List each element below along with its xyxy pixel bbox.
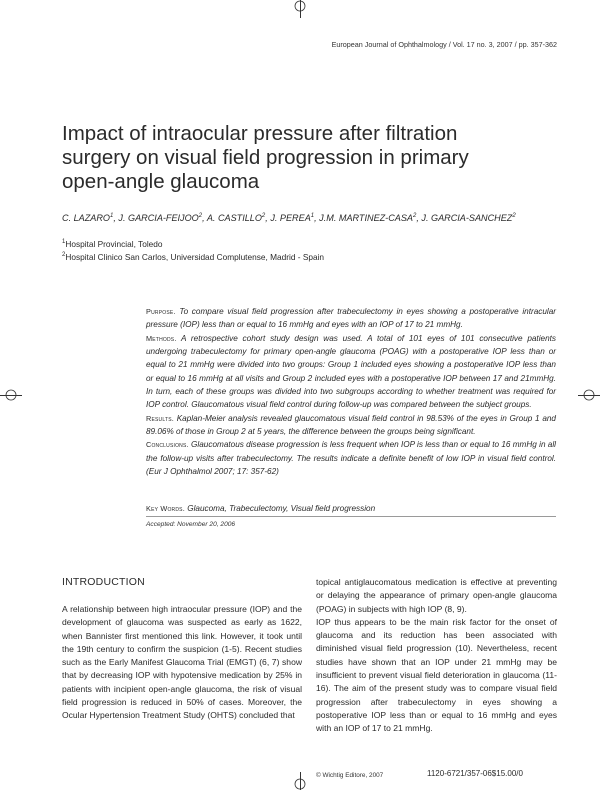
abstract-results	[146, 412, 556, 439]
results-text: Kaplan-Meier analysis revealed glaucomatous visual field control in 98.53% of the eyes in Group 1 and 89.06% of those in Group 2 at 5 years, the difference between the groups being significant.	[146, 413, 556, 437]
key-words	[146, 504, 375, 513]
author	[62, 213, 113, 223]
author	[207, 213, 265, 223]
body-right-paragraph-2: IOP thus appears to be the main risk factor for the onset of glaucoma and its reduction has been associated with diminished visual field progression (10). Nevertheless, recent studies have shown that an IOP under 21 mmHg may be insufficient to prevent visual field deterioration in glaucoma (11-16). The aim of the present study was to compare visual field progression after trabeculectomy in eyes showing a postoperative IOP less than or equal to 16 mmHg and eyes with an IOP of 17 to 21 mmHg.	[316, 616, 557, 734]
registration-mark-left-icon	[2, 386, 20, 404]
author-separator: ,	[113, 213, 119, 224]
body-left-column: A relationship between high intraocular pressure (IOP) and the development of glaucoma was suspected as early as 1622, when Bannister first mentioned this link. However, it took until the 19th century to confirm the suspicion (1-5). Recent studies such as the Early Manifest Glaucoma Trial (EMGT) (6, 7) show that by decreasing IOP with hypotensive medication by 25% in patients with incipient open-angle glaucoma, the risk of visual field progression is reduced in 50% of cases. Moreover, the Ocular Hypertension Treatment Study (OHTS) concluded that	[62, 604, 302, 721]
author-name: C. LAZARO	[62, 213, 111, 224]
title-line-3: open-angle glaucoma	[62, 170, 260, 193]
author-name: J. PEREA	[270, 213, 311, 224]
affiliation-1-marker: 1	[62, 239, 66, 246]
author	[118, 213, 202, 223]
author	[270, 213, 314, 223]
author-separator: ,	[265, 213, 271, 224]
article-title	[62, 122, 562, 194]
author-affiliation-marker: 1	[110, 213, 114, 219]
purpose-text: To compare visual field progression after trabeculectomy in eyes showing a postoperative intracular pressure (IOP) less than or equal to 16 mmHg and eyes with an IOP of 17 to 21 mmHg.	[146, 307, 556, 330]
key-words-text: Glaucoma, Trabeculectomy, Visual field progression	[184, 504, 376, 513]
body-right-column	[316, 576, 557, 736]
affiliation-2-marker: 2	[62, 252, 66, 259]
article-code: 1120-6721/357-06$15.00/0	[427, 769, 523, 778]
author-name: A. CASTILLO	[206, 213, 262, 224]
author	[421, 213, 515, 223]
registration-mark-bottom-icon	[291, 774, 309, 790]
author-name: J. GARCIA-SANCHEZ	[421, 213, 513, 224]
author-affiliation-marker: 2	[198, 213, 203, 219]
purpose-label: Purpose.	[146, 307, 176, 316]
methods-label: Methods.	[146, 333, 177, 343]
abstract	[146, 305, 556, 478]
abstract-purpose	[146, 305, 556, 332]
title-line-1: Impact of intraocular pressure after filtration	[62, 122, 458, 145]
author-affiliation-marker: 1	[310, 213, 315, 219]
conclusions-label: Conclusions.	[146, 440, 189, 450]
affiliation-2	[62, 252, 324, 262]
author-list	[62, 213, 562, 223]
affiliation-1	[62, 239, 163, 249]
author	[319, 213, 416, 223]
author-affiliation-marker: 2	[412, 213, 417, 219]
journal-running-header: European Journal of Ophthalmology / Vol. 17 no. 3, 2007 / pp. 357-362	[331, 40, 557, 49]
accepted-date: Accepted: November 20, 2006	[146, 521, 236, 528]
results-label: Results.	[146, 413, 174, 423]
conclusions-text: Glaucomatous disease progression is less frequent when IOP is less than or equal to 16 mmHg in all the follow-up visits after trabeculectomy. The results indicate a definite benefit of low IOP in visual field control. (Eur J Ophthalmol 2007; 17: 357-62)	[146, 440, 556, 477]
title-line-2: surgery on visual field progression in primary	[62, 146, 469, 169]
abstract-divider	[146, 516, 556, 517]
registration-mark-right-icon	[580, 386, 598, 404]
key-words-label: Key Words.	[146, 504, 185, 513]
author-name: J.M. MARTINEZ-CASA	[319, 213, 413, 224]
copyright-notice: © Wichtig Editore, 2007	[316, 772, 384, 779]
affiliation-1-text: Hospital Provincial, Toledo	[65, 239, 163, 249]
author-affiliation-marker: 2	[261, 213, 266, 219]
author-name: J. GARCIA-FEIJOO	[118, 213, 199, 224]
registration-mark-top-icon	[291, 0, 309, 18]
author-separator: ,	[314, 213, 320, 224]
abstract-methods	[146, 332, 556, 412]
abstract-conclusions	[146, 438, 556, 478]
author-separator: ,	[416, 213, 422, 224]
affiliation-2-text: Hospital Clinico San Carlos, Universidad Complutense, Madrid - Spain	[65, 252, 325, 262]
author-affiliation-marker: 2	[512, 213, 516, 219]
introduction-heading: INTRODUCTION	[62, 576, 145, 588]
body-right-paragraph-1: topical antiglaucomatous medication is effective at preventing or delaying the appearance of primary open-angle glaucoma (POAG) in subjects with high IOP (8, 9).	[316, 577, 557, 614]
author-separator: ,	[202, 213, 207, 224]
methods-text: A retrospective cohort study design was used. A total of 101 eyes of 101 consecutive patients undergoing trabeculectomy for primary open-angle glaucoma (POAG) with a postoperative IOP less than or equal to 21 mmHg were divided into two groups: Group 1 included eyes showing a postoperative IOP less than or equal to 16 mmHg at all visits and Group 2 included eyes with a postoperative IOP between 17 and 21mmHg. In turn, each of these groups was divided into two subgroups according to whether treatment was required for IOP control. Glaucomatous visual field control during follow-up was compared between the subject groups.	[146, 333, 556, 410]
